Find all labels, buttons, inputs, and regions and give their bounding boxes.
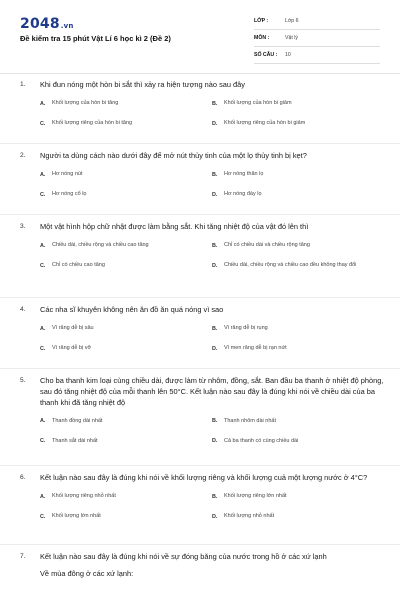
- meta-row-class: [254, 13, 380, 30]
- option-text: Khối lượng lớn nhất: [52, 513, 101, 520]
- option-text: Khối lượng riêng lớn nhất: [224, 493, 287, 500]
- options-list: [40, 239, 385, 273]
- question-divider: [0, 297, 400, 298]
- option-letter: A.: [40, 242, 46, 249]
- options-list: [40, 97, 385, 131]
- option-b[interactable]: [212, 97, 384, 111]
- option-letter: B.: [212, 325, 218, 332]
- question-divider: [0, 143, 400, 144]
- options-list: [40, 414, 385, 448]
- option-text: Khối lượng riêng của hòn bi tăng: [52, 120, 133, 127]
- question-number: 4.: [20, 306, 26, 313]
- question-7: [20, 552, 385, 578]
- option-d[interactable]: [212, 434, 384, 448]
- option-d[interactable]: [212, 117, 384, 131]
- question-number: 3.: [20, 223, 26, 230]
- option-text: Vì răng dễ bị vỡ: [52, 345, 92, 352]
- option-letter: D.: [212, 438, 218, 445]
- option-letter: D.: [212, 345, 218, 352]
- question-divider: [0, 214, 400, 215]
- question-divider: [0, 368, 400, 369]
- option-letter: C.: [40, 262, 46, 269]
- options-list: [40, 490, 385, 524]
- exam-meta: [254, 13, 380, 64]
- question-2: [20, 151, 385, 202]
- question-text: Các nha sĩ khuyên không nên ăn đồ ăn quá nóng vì sao: [40, 305, 224, 314]
- question-number: 7.: [20, 553, 26, 560]
- option-letter: C.: [40, 191, 46, 198]
- option-d[interactable]: [212, 188, 384, 202]
- option-letter: A.: [40, 171, 46, 178]
- question-number: 5.: [20, 377, 26, 384]
- site-logo[interactable]: [20, 16, 74, 32]
- options-list: [40, 322, 385, 356]
- option-text: Thanh đồng dài nhất: [52, 417, 103, 424]
- question-6: [20, 473, 385, 524]
- header-divider: [0, 73, 400, 74]
- option-d[interactable]: [212, 510, 384, 524]
- option-b[interactable]: [212, 414, 384, 428]
- option-b[interactable]: [212, 239, 384, 253]
- option-text: Vì răng dễ bị rụng: [224, 325, 268, 332]
- option-letter: B.: [212, 100, 218, 107]
- option-letter: C.: [40, 345, 46, 352]
- meta-value: Vật lý: [285, 35, 298, 41]
- meta-value: 10: [285, 52, 291, 58]
- option-text: Vì răng dễ bị sâu: [52, 325, 94, 332]
- question-text: Kết luận nào sau đây là đúng khi nói về khối lượng riêng và khối lượng cuả một lượng nước ở 4°C?: [40, 473, 368, 482]
- option-c[interactable]: [40, 510, 212, 524]
- question-divider: [0, 465, 400, 466]
- option-letter: B.: [212, 171, 218, 178]
- option-letter: A.: [40, 418, 46, 425]
- question-number: 2.: [20, 152, 26, 159]
- question-number: 6.: [20, 474, 26, 481]
- meta-label: LỚP :: [254, 18, 269, 24]
- question-number: 1.: [20, 81, 26, 88]
- option-a[interactable]: [40, 490, 212, 504]
- option-d[interactable]: [212, 259, 384, 273]
- option-c[interactable]: [40, 434, 212, 448]
- question-text: Một vật hình hộp chữ nhật được làm bằng sắt. Khi tăng nhiệt độ của vật đó lên thì: [40, 222, 309, 231]
- option-a[interactable]: [40, 239, 212, 253]
- question-subtext: Về mùa đông ở các xứ lạnh:: [40, 568, 134, 578]
- logo-text: 2048: [20, 16, 60, 32]
- option-letter: A.: [40, 100, 46, 107]
- question-text: Khi đun nóng một hòn bi sắt thì xảy ra hiện tượng nào sau đây: [40, 80, 245, 89]
- option-letter: A.: [40, 325, 46, 332]
- option-c[interactable]: [40, 259, 212, 273]
- option-letter: A.: [40, 493, 46, 500]
- question-text: Cho ba thanh kim loại cùng chiều dài, được làm từ nhôm, đồng, sắt. Ban đầu ba thanh ở nhiệt độ phòng, sau đó tăng nhiệt độ của mỗi thanh lên 50°C. Kết luận nào sau đây là đúng khi nói về chiều dài của ba thanh khi đã tăng nhiệt độ: [40, 376, 384, 407]
- option-letter: D.: [212, 120, 218, 127]
- option-b[interactable]: [212, 168, 384, 182]
- option-text: Chỉ có chiều dài và chiều rộng tăng: [224, 242, 310, 249]
- option-letter: D.: [212, 262, 218, 269]
- option-letter: D.: [212, 191, 218, 198]
- option-text: Chiều dài, chiều rộng và chiều cao đều không thay đổi: [224, 262, 357, 269]
- option-text: Chiều dài, chiều rộng và chiều cao tăng: [52, 242, 149, 249]
- question-1: [20, 80, 385, 131]
- meta-label: MÔN :: [254, 35, 270, 41]
- option-text: Khối lượng riêng của hòn bi giảm: [224, 120, 306, 127]
- option-text: Thanh nhôm dài nhất: [224, 417, 276, 424]
- option-text: Hơ nóng cổ lọ: [52, 191, 87, 198]
- meta-value: Lớp 6: [285, 18, 299, 24]
- option-letter: D.: [212, 513, 218, 520]
- option-b[interactable]: [212, 322, 384, 336]
- option-letter: C.: [40, 438, 46, 445]
- logo-suffix: .vn: [60, 22, 74, 30]
- option-letter: B.: [212, 493, 218, 500]
- meta-label: SỐ CÂU :: [254, 52, 278, 58]
- question-divider: [0, 544, 400, 545]
- option-letter: C.: [40, 120, 46, 127]
- question-text: Người ta dùng cách nào dưới đây để mở nút thủy tinh của một lọ thủy tinh bị kẹt?: [40, 151, 307, 160]
- option-text: Vì men răng dễ bị rạn nứt: [224, 345, 287, 352]
- option-text: Chỉ có chiều cao tăng: [52, 262, 105, 269]
- option-c[interactable]: [40, 188, 212, 202]
- option-letter: B.: [212, 242, 218, 249]
- option-letter: C.: [40, 513, 46, 520]
- option-text: Khối lượng của hòn bi giảm: [224, 100, 292, 107]
- option-d[interactable]: [212, 342, 384, 356]
- option-c[interactable]: [40, 342, 212, 356]
- options-list: [40, 168, 385, 202]
- option-text: Hơ nóng nút: [52, 171, 83, 178]
- page-header: [0, 0, 400, 74]
- option-text: Khối lượng của hòn bi tăng: [52, 100, 119, 107]
- exam-title: Đề kiểm tra 15 phút Vật Lí 6 học kì 2 (Đề 2): [20, 34, 171, 43]
- question-3: [20, 222, 385, 273]
- option-a[interactable]: [40, 168, 212, 182]
- question-4: [20, 305, 385, 356]
- option-b[interactable]: [212, 490, 384, 504]
- option-a[interactable]: [40, 97, 212, 111]
- meta-row-subject: [254, 30, 380, 47]
- option-text: Hơ nóng đáy lọ: [224, 191, 262, 198]
- option-text: Khối lượng riêng nhỏ nhất: [52, 493, 116, 500]
- option-text: Khối lượng nhỏ nhất: [224, 513, 275, 520]
- option-text: Cả ba thanh có cùng chiều dài: [224, 437, 299, 444]
- option-text: Thanh sắt dài nhất: [52, 437, 98, 444]
- option-letter: B.: [212, 418, 218, 425]
- question-5: [20, 376, 385, 448]
- option-a[interactable]: [40, 322, 212, 336]
- meta-row-count: [254, 47, 380, 64]
- option-c[interactable]: [40, 117, 212, 131]
- question-text: Kết luận nào sau đây là đúng khi nói về sự đóng băng của nước trong hồ ở các xứ lạnh: [40, 552, 327, 561]
- option-a[interactable]: [40, 414, 212, 428]
- option-text: Hơ nóng thân lọ: [224, 171, 264, 178]
